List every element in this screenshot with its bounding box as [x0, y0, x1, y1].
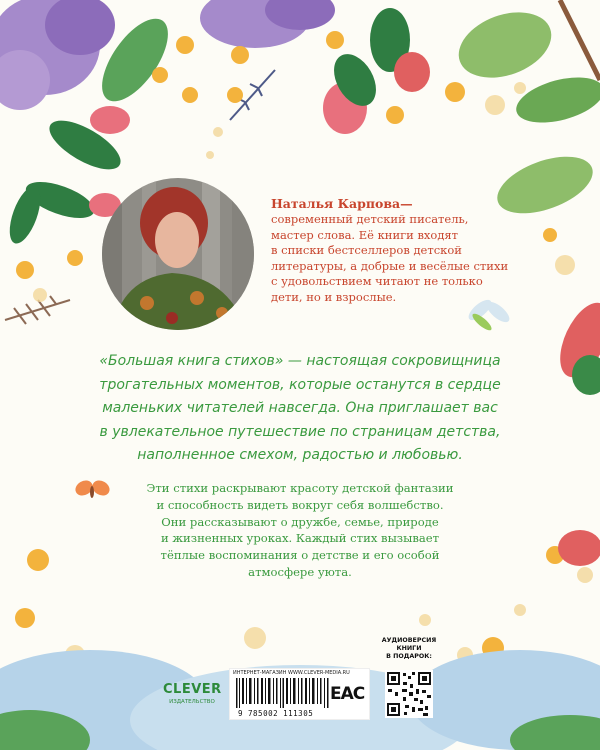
qr-code-icon	[385, 670, 433, 718]
description-line: Они рассказывают о дружбе, семье, природе	[161, 514, 439, 529]
intro-line: «Большая книга стихов» — настоящая сокровищница	[99, 353, 501, 369]
shop-url: ИНТЕРНЕТ-МАГАЗИН WWW.CLEVER-MEDIA.RU	[233, 670, 350, 676]
publisher-logo	[163, 680, 221, 710]
lilac-cluster-top	[200, 0, 335, 48]
intro-line: трогательных моментов, которые останутся в сердце	[99, 376, 501, 393]
intro-line: маленьких читателей навсегда. Она приглашает вас	[102, 400, 498, 416]
audio-promo-line: КНИГИ	[396, 645, 422, 652]
author-bio-line: в списки бестселлеров детской	[271, 243, 462, 258]
author-bio	[271, 212, 531, 306]
author-photo	[102, 178, 254, 330]
lilac-cluster-left	[0, 0, 115, 110]
intro-paragraph	[98, 350, 502, 468]
description-line: и жизненных уроках. Каждый стих вызывает	[160, 531, 440, 546]
author-bio-line: с удовольствием читают не только	[271, 274, 483, 289]
publisher-name: CLEVER	[163, 682, 222, 697]
author-name: Наталья Карпова—	[271, 196, 413, 211]
publisher-subtitle: ИЗДАТЕЛЬСТВО	[169, 699, 215, 705]
butterfly-orange	[73, 477, 113, 498]
author-bio-line: мастер слова. Её книги входят	[271, 227, 459, 242]
intro-line: в увлекательное путешествие по страницам детства,	[99, 423, 501, 440]
author-bio-line: литературы, а добрые и весёлые стихи	[271, 258, 509, 273]
description-line: тёплые воспоминания о детстве и его особой	[160, 548, 440, 563]
intro-line: наполненное смехом, радостью и любовью.	[137, 447, 463, 463]
description-line: Эти стихи раскрывают красоту детской фантазии	[146, 481, 454, 495]
author-bio-line: дети, но и взрослые.	[271, 289, 397, 304]
audio-promo-line: АУДИОВЕРСИЯ	[381, 637, 437, 644]
isbn-number: 9 785002 111305	[238, 709, 314, 718]
audio-promo-line: В ПОДАРОК:	[386, 653, 432, 660]
audio-promo-label	[375, 637, 443, 661]
description-paragraph	[120, 480, 480, 581]
author-bio-line: современный детский писатель,	[271, 212, 469, 226]
barcode-icon	[236, 678, 331, 708]
description-line: и способность видеть вокруг себя волшебство.	[156, 497, 444, 512]
eac-certification-mark: ЕАС	[330, 684, 365, 704]
description-line: атмосфере уюта.	[248, 564, 352, 579]
qr-code[interactable]	[385, 670, 433, 718]
